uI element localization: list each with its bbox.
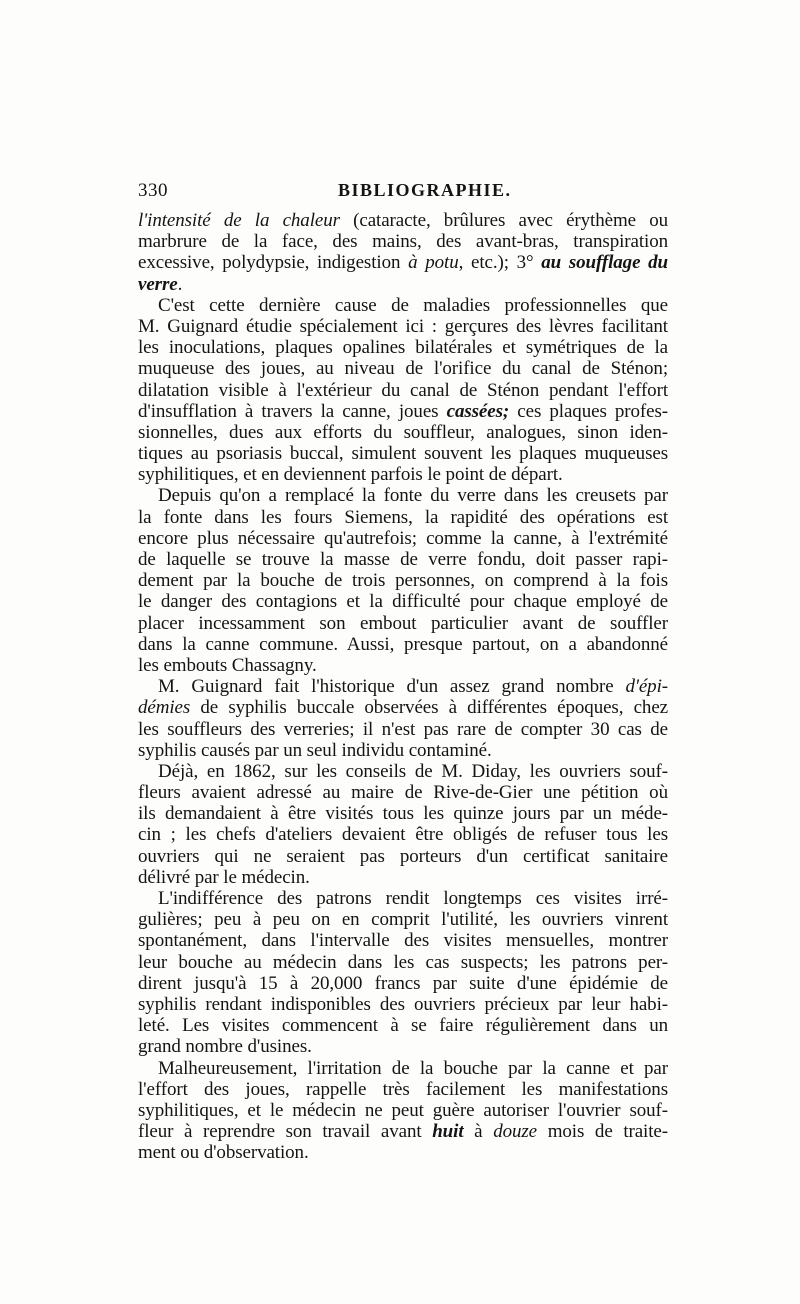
text-segment: dilatation visible à l'extérieur du canal de Sténon pendant l'effort [138,379,668,401]
text-line [138,888,668,909]
text-line [138,252,668,273]
running-title: BIBLIOGRAPHIE. [338,180,512,200]
text-line [138,655,668,676]
text-segment: d'insufflation à travers la canne, joues [138,400,447,422]
text-segment: dans la canne commune. Aussi, presque partout, on a abandonné [138,633,668,655]
text-segment: M. Guignard étudie spécialement ici : gerçures des lèvres facilitant [138,315,668,337]
text-segment: mois de traite- [537,1121,668,1143]
text-segment: leur bouche au médecin dans les cas suspects; les patrons per- [138,951,668,973]
text-segment: la fonte dans les fours Siemens, la rapidité des opérations est [138,506,668,528]
text-line [138,337,668,358]
text-segment: à [463,1121,494,1143]
text-segment: verre [138,273,178,295]
text-segment: sionnelles, dues aux efforts du souffleur, analogues, sinon iden- [138,421,668,443]
text-segment: les embouts Chassagny. [138,654,317,676]
text-segment: Depuis qu'on a remplacé la fonte du verre dans les creusets par [158,485,668,507]
text-line [138,740,668,761]
text-segment: syphilitiques, et le médecin ne peut guère autoriser l'ouvrier souf- [138,1099,668,1121]
text-line [138,1079,668,1100]
text-segment: les inoculations, plaques opalines bilatérales et symétriques de la [138,337,668,359]
text-segment: douze [493,1121,538,1143]
text-segment: à potu [408,252,459,274]
text-segment: délivré par le médecin. [138,866,310,888]
text-line [138,295,668,316]
text-segment: excessive, polydypsie, indigestion [138,252,409,274]
page-number: 330 [138,180,168,201]
text-segment: M. Guignard fait l'historique d'un assez grand nombre [158,676,626,698]
text-segment: marbrure de la face, des mains, des avant-bras, transpiration [138,231,668,253]
text-segment: dirent jusqu'à 15 à 20,000 francs par suite d'une épidémie de [138,972,668,994]
text-line [138,485,668,506]
text-segment: dement par la bouche de trois personnes, on comprend à la fois [138,570,668,592]
text-line [138,952,668,973]
text-segment: gulières; peu à peu on en comprit l'utilité, les ouvriers vinrent [138,909,668,931]
text-segment: l'effort des joues, rappelle très facilement les manifestations [138,1078,668,1100]
text-line [138,591,668,612]
text-line [138,846,668,867]
text-line [138,422,668,443]
text-segment: cin ; les chefs d'ateliers devaient être obligés de refuser tous les [138,824,668,846]
text-line [138,549,668,570]
text-line [138,1121,668,1142]
text-line [138,401,668,422]
text-line [138,316,668,337]
text-segment: syphilis causés par un seul individu contaminé. [138,739,492,761]
text-line [138,634,668,655]
text-segment: ils demandaient à être visités tous les quinze jours par un méde- [138,803,668,825]
text-segment: ment ou d'observation. [138,1142,309,1164]
text-line [138,507,668,528]
text-segment: Malheureusement, l'irritation de la bouche par la canne et par [158,1057,668,1079]
text-line [138,867,668,888]
text-segment: fleurs avaient adressé au maire de Rive-de-Gier une pétition où [138,782,668,804]
text-segment: leté. Les visites commencent à se faire régulièrement dans un [138,1015,668,1037]
text-line [138,1036,668,1057]
body-text [138,210,668,1163]
text-segment: tiques au psoriasis buccal, simulent souvent les plaques muqueuses [138,443,668,465]
text-line [138,761,668,782]
text-line [138,380,668,401]
text-segment: l'intensité de la chaleur [138,210,340,231]
text-line [138,676,668,697]
text-line [138,803,668,824]
text-segment: au soufflage du [541,252,668,274]
text-line [138,274,668,295]
text-line [138,464,668,485]
text-segment: fleur à reprendre son travail avant [138,1121,433,1143]
text-line [138,231,668,252]
text-segment: ces plaques profes- [509,400,668,422]
text-line [138,719,668,740]
text-line [138,824,668,845]
text-segment: de laquelle se trouve la masse de verre fondu, doit passer rapi- [138,549,668,570]
text-segment: spontanément, dans l'intervalle des visites mensuelles, montrer [138,930,668,952]
text-segment: ouvriers qui ne seraient pas porteurs d'un certificat sanitaire [138,845,668,867]
text-segment: , etc.); 3° [458,252,542,274]
text-line [138,909,668,930]
text-line [138,210,668,231]
text-segment: grand nombre d'usines. [138,1036,312,1058]
text-segment: d'épi- [625,676,668,698]
text-line [138,358,668,379]
text-segment: de syphilis buccale observées à différentes époques, chez [190,697,668,719]
text-segment: le danger des contagions et la difficulté pour chaque employé de [138,591,668,613]
text-line [138,613,668,634]
text-line [138,570,668,591]
text-line [138,528,668,549]
text-segment: . [177,273,183,295]
text-segment: syphilis rendant indisponibles des ouvriers précieux par leur habi- [138,993,668,1015]
text-line [138,1100,668,1121]
text-segment: L'indifférence des patrons rendit longtemps ces visites irré- [158,888,668,909]
text-segment: huit [432,1121,464,1143]
text-line [138,994,668,1015]
text-segment: démies [138,697,191,719]
text-segment: (cataracte, brûlures avec érythème ou [339,210,668,231]
text-line [138,697,668,718]
text-line [138,1015,668,1036]
text-line [138,973,668,994]
text-segment: encore plus nécessaire qu'autrefois; comme la canne, à l'extrémité [138,527,668,549]
text-segment: C'est cette dernière cause de maladies professionnelles que [158,294,668,316]
text-segment: placer incessamment son embout particulier avant de souffler [138,612,668,634]
text-segment: les souffleurs des verreries; il n'est pas rare de compter 30 cas de [138,718,668,740]
text-line [138,1142,668,1163]
text-segment: cassées; [446,400,510,422]
text-line [138,782,668,803]
text-line [138,930,668,951]
text-segment: syphilitiques, et en deviennent parfois le point de départ. [138,464,563,486]
page-header [138,180,668,208]
text-segment: muqueuse des joues, au niveau de l'orifice du canal de Sténon; [138,358,668,380]
text-line [138,443,668,464]
text-line [138,1058,668,1079]
text-segment: Déjà, en 1862, sur les conseils de M. Diday, les ouvriers souf- [158,760,668,782]
